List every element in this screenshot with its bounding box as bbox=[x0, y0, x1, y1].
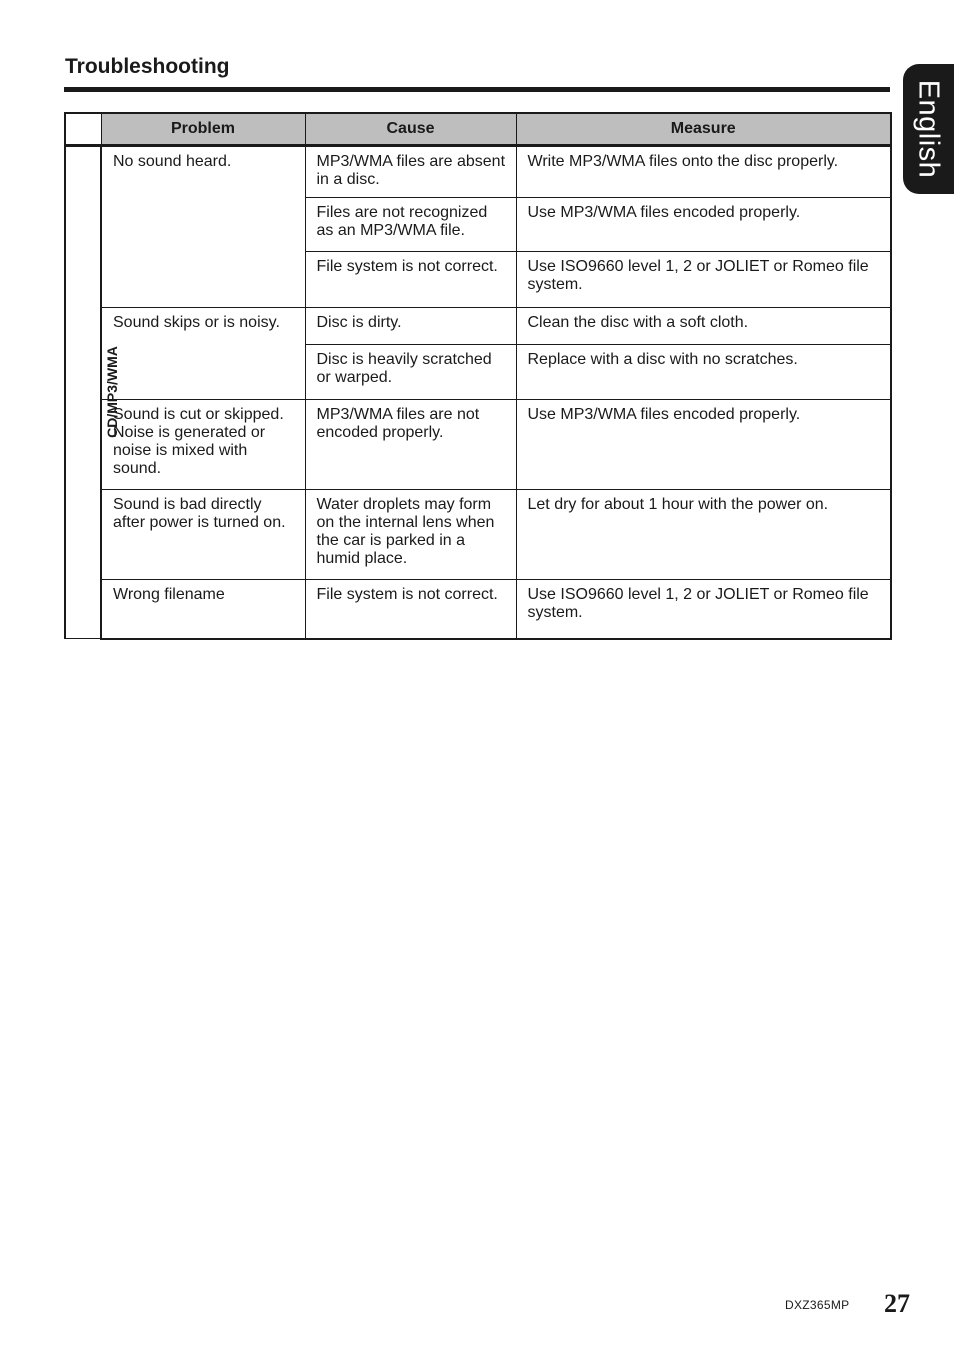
problem-text: Sound skips or is noisy. bbox=[113, 314, 280, 331]
measure-text: Replace with a disc with no scratches. bbox=[527, 351, 798, 368]
section-title: Troubleshooting bbox=[65, 55, 230, 78]
measure-cell bbox=[516, 400, 891, 490]
cause-text: Disc is heavily scratched or warped. bbox=[316, 351, 492, 386]
cause-text: File system is not correct. bbox=[316, 586, 498, 603]
cause-cell bbox=[305, 198, 516, 252]
problem-text: No sound heard. bbox=[113, 153, 232, 170]
cause-text: MP3/WMA files are absent in a disc. bbox=[316, 153, 506, 188]
measure-text: Use ISO9660 level 1, 2 or JOLIET or Romeo file system. bbox=[527, 258, 869, 293]
problem-cell bbox=[101, 308, 305, 400]
cause-text: Files are not recognized as an MP3/WMA file. bbox=[316, 204, 488, 239]
cause-text: File system is not correct. bbox=[316, 258, 498, 275]
measure-text: Use MP3/WMA files encoded properly. bbox=[527, 406, 801, 423]
cause-cell bbox=[305, 252, 516, 308]
problem-cell bbox=[101, 490, 305, 580]
measure-text: Let dry for about 1 hour with the power on. bbox=[527, 496, 829, 513]
language-tab-label: English bbox=[912, 79, 945, 179]
measure-text: Use MP3/WMA files encoded properly. bbox=[527, 204, 801, 221]
measure-cell bbox=[516, 252, 891, 308]
cause-cell bbox=[305, 146, 516, 198]
header-cause: Cause bbox=[305, 113, 516, 146]
cause-cell bbox=[305, 490, 516, 580]
problem-cell bbox=[101, 400, 305, 490]
troubleshooting-table bbox=[64, 112, 892, 640]
category-cell bbox=[65, 146, 120, 639]
title-rule bbox=[64, 87, 890, 92]
measure-cell bbox=[516, 490, 891, 580]
measure-cell bbox=[516, 198, 891, 252]
category-label: CD/MP3/WMA bbox=[103, 346, 120, 438]
header-corner-cell bbox=[65, 113, 101, 146]
cause-text: Disc is dirty. bbox=[316, 314, 402, 331]
cause-cell bbox=[305, 308, 516, 345]
measure-cell bbox=[516, 345, 891, 400]
cause-text: MP3/WMA files are not encoded properly. bbox=[316, 406, 480, 441]
cause-text: Water droplets may form on the internal lens when the car is parked in a humid place. bbox=[316, 496, 495, 567]
header-problem: Problem bbox=[101, 113, 305, 146]
cause-cell bbox=[305, 580, 516, 639]
table-row bbox=[65, 308, 891, 345]
table-row bbox=[65, 580, 891, 639]
measure-text: Clean the disc with a soft cloth. bbox=[527, 314, 749, 331]
problem-cell bbox=[101, 580, 305, 639]
table-row bbox=[65, 490, 891, 580]
cause-cell bbox=[305, 345, 516, 400]
measure-text: Use ISO9660 level 1, 2 or JOLIET or Romeo file system. bbox=[527, 586, 869, 621]
problem-text: Sound is cut or skipped. Noise is generated or noise is mixed with sound. bbox=[113, 406, 284, 477]
header-measure: Measure bbox=[516, 113, 891, 146]
measure-cell bbox=[516, 580, 891, 639]
table-row bbox=[65, 400, 891, 490]
footer-page-number: 27 bbox=[884, 1289, 910, 1318]
table-row bbox=[65, 146, 891, 198]
measure-cell bbox=[516, 308, 891, 345]
table-header-row bbox=[65, 113, 891, 146]
problem-cell bbox=[101, 146, 305, 308]
problem-text: Wrong filename bbox=[113, 586, 225, 603]
problem-text: Sound is bad directly after power is turned on. bbox=[113, 496, 286, 531]
footer-model-number: DXZ365MP bbox=[785, 1298, 850, 1312]
cause-cell bbox=[305, 400, 516, 490]
measure-text: Write MP3/WMA files onto the disc properly. bbox=[527, 153, 839, 170]
measure-cell bbox=[516, 146, 891, 198]
